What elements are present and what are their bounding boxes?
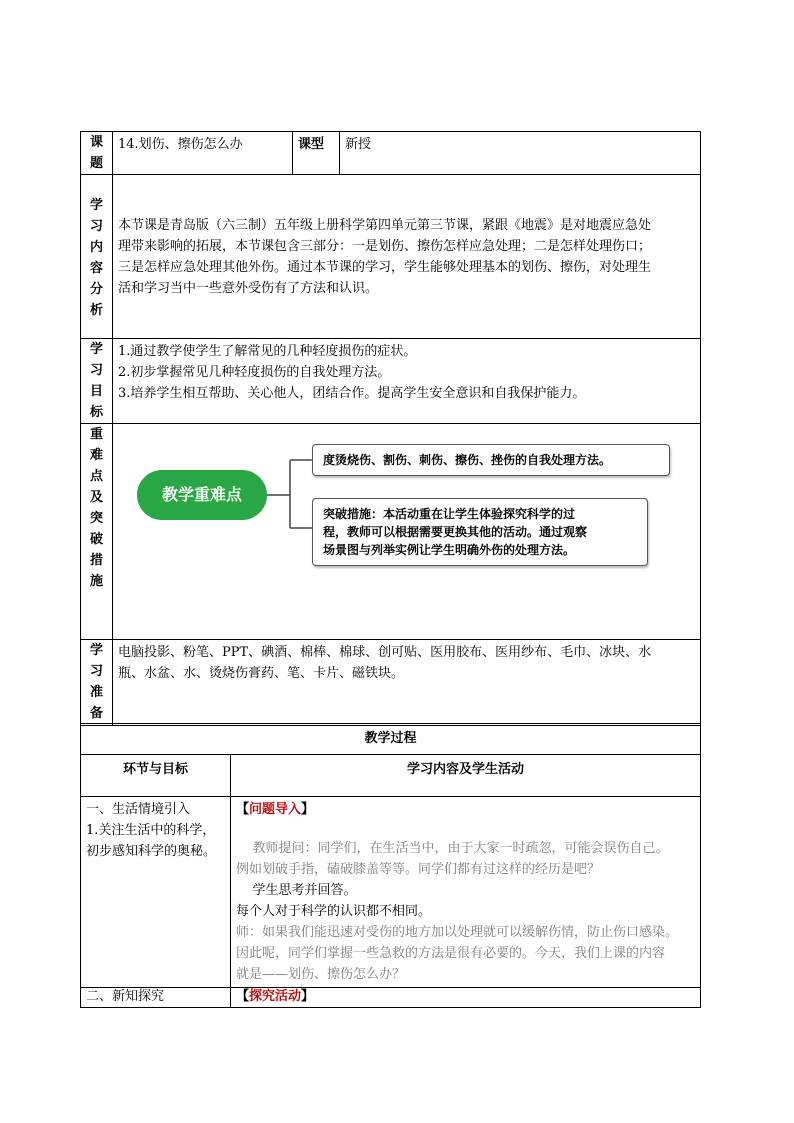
prep-label: 学 习 准 备 bbox=[81, 640, 113, 726]
stage2-name: 二、新知探究 bbox=[81, 988, 231, 1008]
stage1-row bbox=[81, 797, 701, 988]
stage1-content: 【问题导入】 教师提问：同学们，在生活当中，由于大家一时疏忽，可能会误伤自己。 例如划破手指，磕破膝盖等等。同学们都有过这样的经历是吧？ 学生思考并回答。 每个人对于科学的认识都不相同。 师：如果我们能迅速对受伤的地方加以处理就可以缓解伤情，防止伤口感染。 因此呢，同学们掌握一些急救的方法是很有必要的。今天，我们上课的内容 就是——划伤、擦伤怎么办？ bbox=[231, 797, 701, 988]
stage2-row bbox=[81, 988, 701, 1008]
stage1-cell: 一、生活情境引入 1.关注生活中的科学， 初步感知科学的奥秘。 bbox=[81, 797, 231, 988]
type-value: 新授 bbox=[340, 132, 701, 175]
process-title-row bbox=[81, 724, 701, 755]
stage1-name: 一、生活情境引入 bbox=[86, 802, 191, 817]
analysis-text: 本节课是青岛版（六三制）五年级上册科学第四单元第三节课，紧跟《地震》是对地震应急处 理带来影响的拓展，本节课包含三部分：一是划伤、擦伤怎样应急处理；二是怎样处理伤口； 三是怎样应急处理其他外伤。通过本节课的学习，学生能够处理基本的划伤、擦伤，对处理生 活和学习当中一些意外受伤有了方法和认识。 bbox=[113, 175, 701, 339]
mindmap-center-node: 教学重难点 bbox=[137, 470, 267, 520]
topic-row bbox=[81, 132, 701, 175]
goal-item: 3.培养学生相互帮助、关心他人，团结合作。提高学生安全意识和自我保护能力。 bbox=[118, 386, 586, 401]
topic-label: 课 题 bbox=[81, 132, 113, 175]
goals-row bbox=[81, 339, 701, 424]
type-label: 课型 bbox=[293, 132, 340, 175]
process-header-row bbox=[81, 755, 701, 797]
analysis-row bbox=[81, 175, 701, 339]
prep-text: 电脑投影、粉笔、PPT、碘酒、棉棒、棉球、创可贴、医用胶布、医用纱布、毛巾、冰块、水 瓶、水盆、水、烫烧伤膏药、笔、卡片、磁铁块。 bbox=[113, 640, 701, 726]
teaching-process-table bbox=[80, 723, 701, 1008]
analysis-label: 学 习 内 容 分 析 bbox=[81, 175, 113, 339]
stage1-heading: 【问题导入】 bbox=[236, 802, 315, 817]
goal-item: 1.通过教学使学生了解常见的几种轻度损伤的症状。 bbox=[118, 344, 417, 359]
keypoints-label: 重 难 点 及 突 破 措 施 bbox=[81, 424, 113, 640]
process-title: 教学过程 bbox=[81, 724, 701, 755]
keypoints-mindmap bbox=[112, 420, 700, 636]
goals-label: 学 习 目 标 bbox=[81, 339, 113, 424]
prep-row bbox=[81, 640, 701, 726]
col-activity-header: 学习内容及学生活动 bbox=[231, 755, 701, 797]
goal-item: 2.初步掌握常见几种轻度损伤的自我处理方法。 bbox=[118, 365, 391, 380]
mindmap-box-measures: 突破措施：本活动重在让学生体验探究科学的过 程，教师可以根据需要更换其他的活动。通过观察 场景图与列举实例让学生明确外伤的处理方法。 bbox=[312, 498, 648, 566]
goals-list bbox=[113, 339, 701, 424]
mindmap-box-methods: 度烫烧伤、割伤、刺伤、擦伤、挫伤的自我处理方法。 bbox=[312, 444, 670, 476]
stage2-heading: 【探究活动】 bbox=[231, 988, 701, 1008]
topic-value: 14.划伤、擦伤怎么办 bbox=[113, 132, 293, 175]
col-stage-header: 环节与目标 bbox=[81, 755, 231, 797]
